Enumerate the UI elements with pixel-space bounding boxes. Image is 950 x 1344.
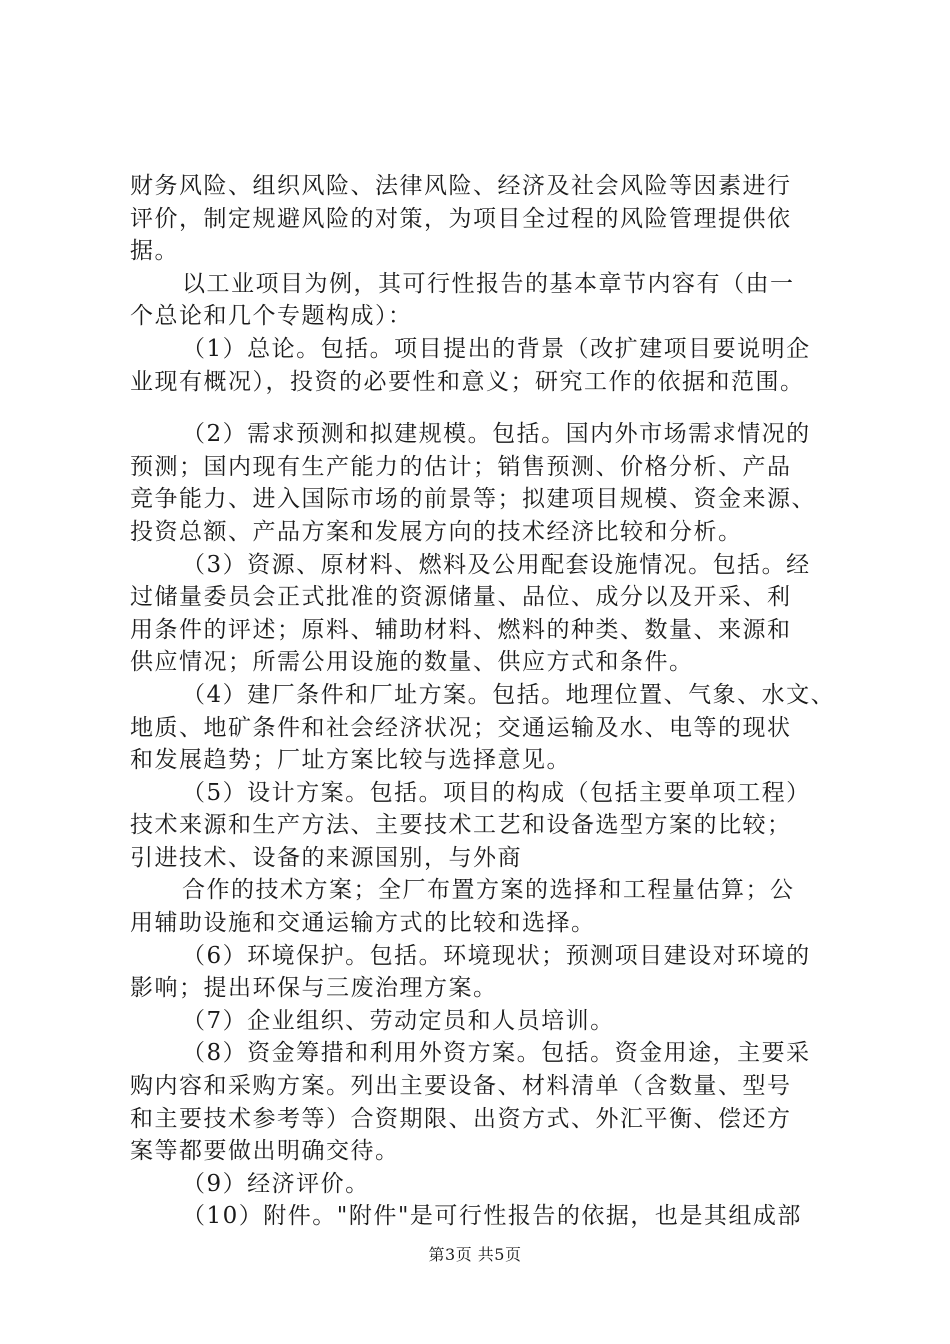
item-5-start: （5）设计方案。包括。项目的构成（包括主要单项工程） bbox=[182, 779, 811, 806]
item-3-start: （3）资源、原材料、燃料及公用配套设施情况。包括。经 bbox=[182, 551, 811, 578]
item-4-start: （4）建厂条件和厂址方案。包括。地理位置、气象、水文、 bbox=[182, 681, 836, 708]
text-line: 和主要技术参考等）合资期限、出资方式、外汇平衡、偿还方 bbox=[130, 1105, 792, 1132]
text-line: 据。 bbox=[130, 238, 179, 265]
paragraph-start: 以工业项目为例，其可行性报告的基本章节内容有（由一 bbox=[182, 270, 795, 297]
item-10-start: （10）附件。"附件"是可行性报告的依据，也是其组成部 bbox=[182, 1203, 802, 1230]
text-line: 地质、地矿条件和社会经济状况；交通运输及水、电等的现状 bbox=[130, 714, 792, 741]
text-line: 和发展趋势；厂址方案比较与选择意见。 bbox=[130, 747, 571, 774]
page-footer: 第3页 共5页 bbox=[428, 1245, 522, 1264]
text-line-indented: 合作的技术方案；全厂布置方案的选择和工程量估算；公 bbox=[182, 877, 795, 904]
item-9: （9）经济评价。 bbox=[182, 1170, 370, 1197]
text-line: 案等都要做出明确交待。 bbox=[130, 1138, 400, 1165]
paragraph-gap bbox=[130, 398, 840, 418]
text-line: 用辅助设施和交通运输方式的比较和选择。 bbox=[130, 910, 596, 937]
item-6-start: （6）环境保护。包括。环境现状；预测项目建设对环境的 bbox=[182, 942, 811, 969]
text-line: 财务风险、组织风险、法律风险、经济及社会风险等因素进行 bbox=[130, 173, 792, 199]
text-line: 技术来源和生产方法、主要技术工艺和设备选型方案的比较； bbox=[130, 812, 792, 839]
text-line: 引进技术、设备的来源国别，与外商 bbox=[130, 844, 522, 871]
text-line: 购内容和采购方案。列出主要设备、材料清单（含数量、型号 bbox=[130, 1073, 792, 1100]
item-2-start: （2）需求预测和拟建规模。包括。国内外市场需求情况的 bbox=[182, 421, 811, 448]
text-line: 预测；国内现有生产能力的估计；销售预测、价格分析、产品 bbox=[130, 453, 792, 480]
text-line: 个总论和几个专题构成）： bbox=[130, 303, 413, 330]
text-line: 业现有概况），投资的必要性和意义；研究工作的依据和范围。 bbox=[130, 368, 805, 395]
text-line: 竞争能力、进入国际市场的前景等；拟建项目规模、资金来源、 bbox=[130, 486, 816, 513]
item-8-start: （8）资金筹措和利用外资方案。包括。资金用途，主要采 bbox=[182, 1040, 811, 1067]
item-1-start: （1）总论。包括。项目提出的背景（改扩建项目要说明企 bbox=[182, 335, 811, 362]
text-line: 过储量委员会正式批准的资源储量、品位、成分以及开采、利 bbox=[130, 584, 792, 611]
document-body bbox=[130, 170, 840, 1233]
text-line: 供应情况；所需公用设施的数量、供应方式和条件。 bbox=[130, 649, 694, 676]
text-line: 用条件的评述；原料、辅助材料、燃料的种类、数量、来源和 bbox=[130, 616, 792, 643]
text-line: 评价，制定规避风险的对策，为项目全过程的风险管理提供依 bbox=[130, 205, 792, 232]
item-7: （7）企业组织、劳动定员和人员培训。 bbox=[182, 1007, 615, 1034]
text-line: 投资总额、产品方案和发展方向的技术经济比较和分析。 bbox=[130, 518, 743, 545]
text-line: 影响；提出环保与三废治理方案。 bbox=[130, 975, 498, 1002]
